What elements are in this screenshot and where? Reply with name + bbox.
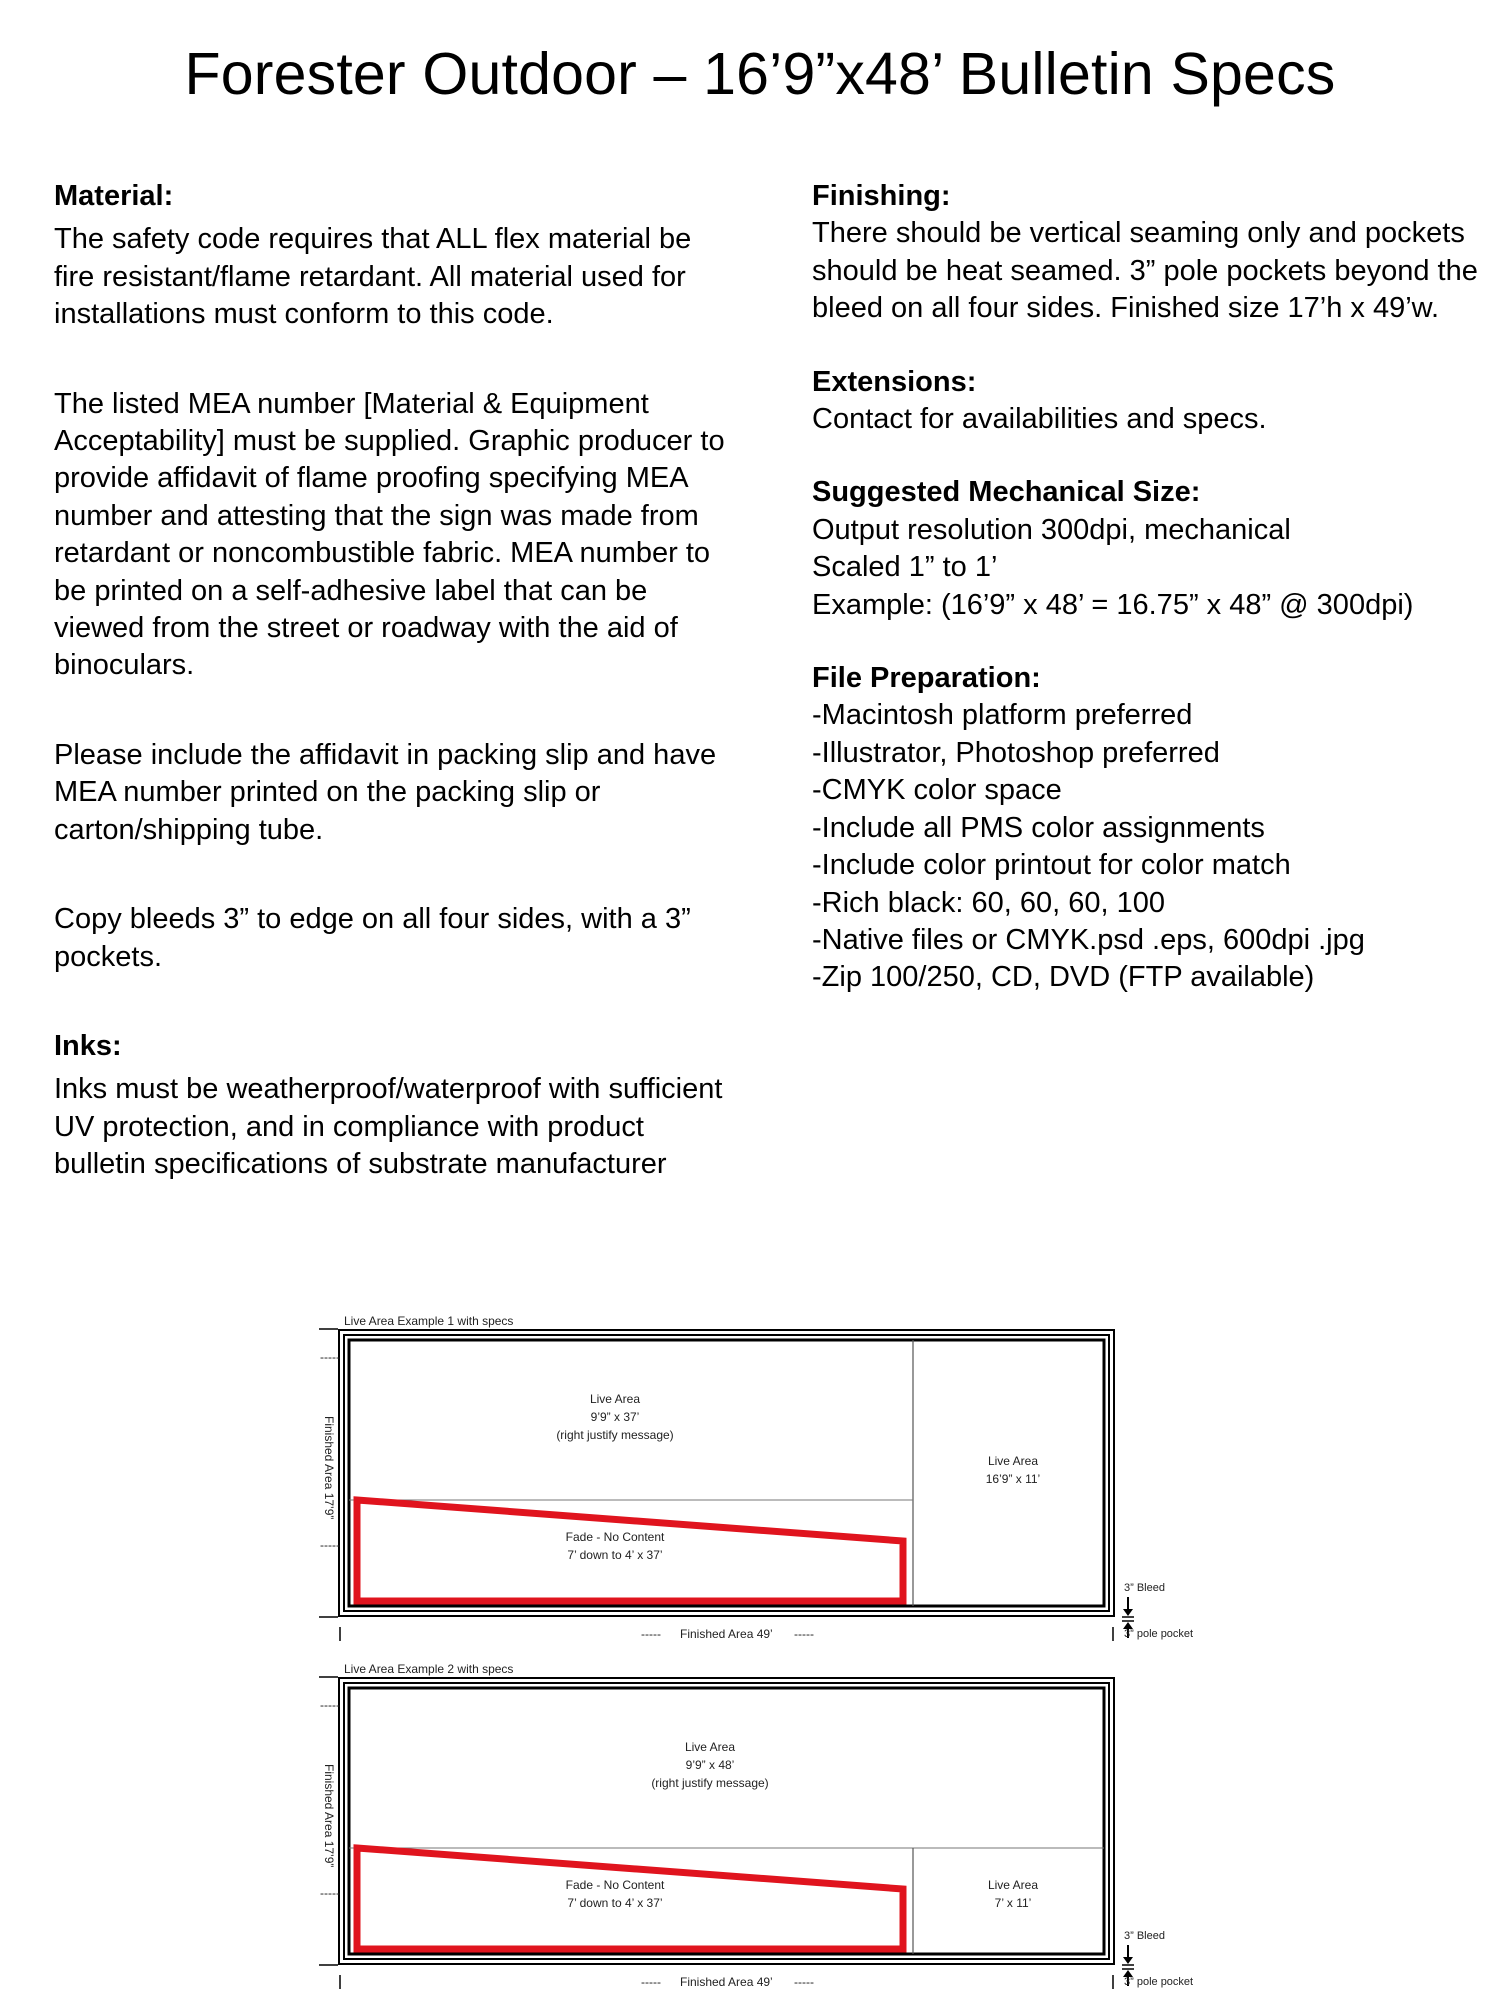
fade-label: Fade - No Content: [565, 1530, 665, 1544]
example-1-bottom-label: Finished Area 49’: [680, 1627, 773, 1641]
page-title: Forester Outdoor – 16’9”x48’ Bulletin Specs: [184, 41, 1336, 107]
example-2-bleed: 3” Bleed: [1124, 1930, 1165, 1942]
fade-size: 7’ down to 4’ x 37’: [567, 1548, 663, 1562]
example-1-frame-svg: [300, 1310, 1220, 1650]
live-area-label: Live Area: [987, 1454, 1039, 1468]
example-1-live-main: [515, 1390, 715, 1444]
inks-paragraph: Inks must be weatherproof/waterproof with sufficient UV protection, and in compliance with product bulletin specifications of substrate manufacturer: [54, 1073, 723, 1181]
example-2-pocket: 3” pole pocket: [1124, 1976, 1194, 1988]
material-heading: Material:: [54, 180, 174, 212]
example-2-diagram: [300, 1658, 1220, 1998]
example-2-frame-svg: [300, 1658, 1220, 1998]
live-area-label: Live Area: [589, 1392, 641, 1406]
mechanical-line-3: Example: (16’9” x 48’ = 16.75” x 48” @ 300dpi): [812, 588, 1414, 621]
file-prep-item: -Illustrator, Photoshop preferred: [812, 736, 1220, 769]
bottom-dashes-right: -----: [794, 1975, 814, 1989]
bottom-dashes-left: -----: [641, 1975, 661, 1989]
file-prep-item: -Include color printout for color match: [812, 849, 1291, 882]
example-2-fade: [515, 1876, 715, 1912]
inks-heading: Inks:: [54, 1029, 122, 1062]
live-area-size: 9’9” x 48’: [685, 1758, 735, 1772]
example-1-side-label: Finished Area 17’9”: [322, 1416, 336, 1520]
example-2-live-side: [958, 1876, 1068, 1912]
fade-size: 7’ down to 4’ x 37’: [567, 1896, 663, 1910]
live-area-size: 9’9” x 37’: [590, 1410, 640, 1424]
side-dashes-bottom: -----: [320, 1538, 340, 1552]
example-2-bottom-label: Finished Area 49’: [680, 1975, 773, 1989]
file-prep-item: -Macintosh platform preferred: [812, 699, 1193, 732]
finishing-heading: Finishing:: [812, 180, 951, 212]
live-area-label: Live Area: [684, 1740, 736, 1754]
example-1-pocket: 3” pole pocket: [1124, 1628, 1194, 1640]
bottom-dashes-left: -----: [641, 1627, 661, 1641]
example-2-side-label: Finished Area 17’9”: [322, 1764, 336, 1868]
mechanical-line-1: Output resolution 300dpi, mechanical: [812, 513, 1291, 546]
extensions-heading: Extensions:: [812, 365, 977, 398]
material-paragraph-4: Copy bleeds 3” to edge on all four sides, with a 3” pockets.: [54, 903, 691, 973]
side-dashes-bottom: -----: [320, 1886, 340, 1900]
material-paragraph-1: The safety code requires that ALL flex material be fire resistant/flame retardant. All material used for installations must conform to this code.: [54, 223, 692, 331]
example-1-caption: Live Area Example 1 with specs: [344, 1314, 514, 1328]
file-prep-item: -Include all PMS color assignments: [812, 811, 1265, 844]
file-prep-item: -Native files or CMYK.psd .eps, 600dpi .jpg: [812, 923, 1365, 956]
side-dashes-top: -----: [320, 1350, 340, 1364]
example-1-bleed: 3” Bleed: [1124, 1582, 1165, 1594]
example-1-diagram: [300, 1310, 1220, 1650]
example-2-caption: Live Area Example 2 with specs: [344, 1662, 514, 1676]
file-prep-item: -CMYK color space: [812, 774, 1062, 807]
right-column: [812, 178, 1492, 997]
side-dashes-top: -----: [320, 1698, 340, 1712]
material-paragraph-3: Please include the affidavit in packing slip and have MEA number printed on the packing slip or carton/shipping tube.: [54, 738, 717, 846]
mechanical-heading: Suggested Mechanical Size:: [812, 476, 1201, 509]
file-prep-item: -Rich black: 60, 60, 60, 100: [812, 886, 1166, 919]
left-column: [54, 178, 734, 1184]
mechanical-line-2: Scaled 1” to 1’: [812, 551, 998, 584]
live-area-note: (right justify message): [556, 1428, 674, 1442]
live-area-size: 16’9” x 11’: [985, 1472, 1041, 1486]
fade-label: Fade - No Content: [565, 1878, 665, 1892]
live-area-note: (right justify message): [651, 1776, 769, 1790]
extensions-paragraph: Contact for availabilities and specs.: [812, 403, 1267, 436]
example-2-live-main: [610, 1738, 810, 1792]
live-area-label: Live Area: [987, 1878, 1039, 1892]
bottom-dashes-right: -----: [794, 1627, 814, 1641]
material-paragraph-2: The listed MEA number [Material & Equipment Acceptability] must be supplied. Graphic producer to provide affidavit of flame proofing specifying MEA number and attesting that the sign was made from retardant or noncombustible fabric. MEA number to be printed on a self-adhesive label that can be viewed from the street or roadway with the aid of binoculars.: [54, 387, 725, 682]
finishing-paragraph: There should be vertical seaming only and pockets should be heat seamed. 3” pole pockets beyond the bleed on all four sides. Finished size 17’h x 49’w.: [812, 217, 1478, 325]
file-prep-heading: File Preparation:: [812, 662, 1041, 695]
example-1-live-side: [958, 1452, 1068, 1488]
example-1-fade: [515, 1528, 715, 1564]
file-prep-item: -Zip 100/250, CD, DVD (FTP available): [812, 961, 1315, 994]
live-area-size: 7’ x 11’: [994, 1896, 1032, 1910]
